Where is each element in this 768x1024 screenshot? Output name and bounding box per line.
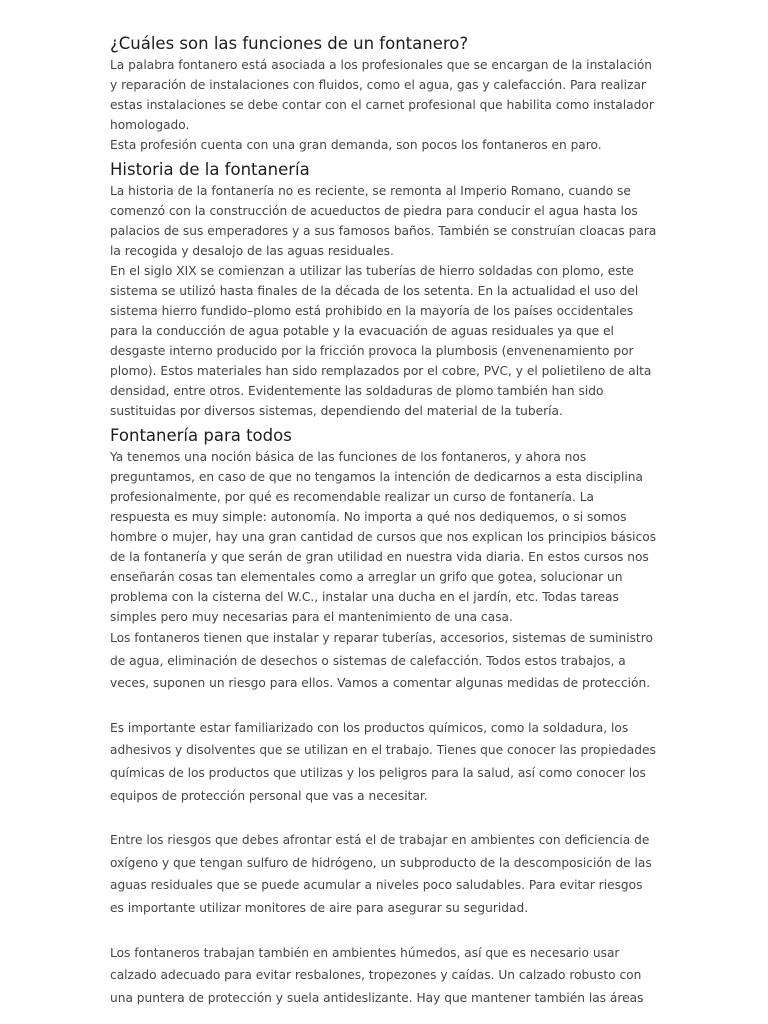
section-heading: ¿Cuáles son las funciones de un fontanero? bbox=[110, 34, 469, 53]
paragraph: Esta profesión cuenta con una gran demanda, son pocos los fontaneros en paro. bbox=[110, 138, 602, 152]
paragraph: Ya tenemos una noción básica de las funciones de los fontaneros, y ahora nos preguntamos, en caso de que no tengamos la intención de dedicarnos a esta disciplina profesionalmente, por qué es recomendable realizar un curso de fontanería. La respuesta es muy simple: autonomía. No importa a qué nos dediquemos, o si somos hombre o mujer, hay una gran cantidad de cursos que nos explican los principios básicos de la fontanería y que serán de gran utilidad en nuestra vida diaria. En estos cursos nos enseñarán cosas tan elementales como a arreglar un grifo que gotea, solucionar un problema con la cisterna del W.C., instalar una ducha en el jardín, etc. Todas tareas simples pero muy necesarias para el mantenimiento de una casa. bbox=[110, 450, 657, 624]
section-fontaneria-para-todos bbox=[110, 425, 658, 1009]
section-heading: Historia de la fontanería bbox=[110, 160, 310, 179]
paragraph: Es importante estar familiarizado con los productos químicos, como la soldadura, los adhesivos y disolventes que se utilizan en el trabajo. Tienes que conocer las propiedades químicas de los productos que utilizas y los peligros para la salud, así como conocer los equipos de protección personal que vas a necesitar. bbox=[110, 720, 656, 803]
article-body bbox=[110, 33, 658, 1009]
paragraph: Los fontaneros tienen que instalar y reparar tuberías, accesorios, sistemas de suministro de agua, eliminación de desechos o sistemas de calefacción. Todos estos trabajos, a veces, suponen un riesgo para ellos. Vamos a comentar algunas medidas de protección. bbox=[110, 631, 653, 691]
paragraph: En el siglo XIX se comienzan a utilizar las tuberías de hierro soldadas con plomo, este sistema se utilizó hasta finales de la década de los setenta. En la actualidad el uso del sistema hierro fundido–plomo está prohibido en la mayoría de los países occidentales para la conducción de agua potable y la evacuación de aguas residuales ya que el desgaste interno producido por la fricción provoca la plumbosis (envenenamiento por plomo). Estos materiales han sido remplazados por el cobre, PVC, y el polietileno de alta densidad, entre otros. Evidentemente las soldaduras de plomo también han sido sustituidas por diversos sistemas, dependiendo del material de la tubería. bbox=[110, 264, 652, 418]
section-historia bbox=[110, 159, 658, 421]
paragraph: Entre los riesgos que debes afrontar está el de trabajar en ambientes con deficiencia de oxígeno y que tengan sulfuro de hidrógeno, un subproducto de la descomposición de las aguas residuales que se puede acumular a niveles poco saludables. Para evitar riesgos es importante utilizar monitores de aire para asegurar su seguridad. bbox=[110, 833, 652, 915]
section-funciones bbox=[110, 33, 658, 155]
paragraph: Los fontaneros trabajan también en ambientes húmedos, así que es necesario usar calzado adecuado para evitar resbalones, tropezones y caídas. Un calzado robusto con una puntera de protección y suela antideslizante. Hay que mantener también las áreas bbox=[110, 945, 644, 1005]
section-heading: Fontanería para todos bbox=[110, 426, 292, 445]
paragraph: La historia de la fontanería no es reciente, se remonta al Imperio Romano, cuando se comenzó con la construcción de acueductos de piedra para conducir el agua hasta los palacios de sus emperadores y a sus famosos baños. También se construían cloacas para la recogida y desalojo de las aguas residuales. bbox=[110, 184, 657, 258]
paragraph: La palabra fontanero está asociada a los profesionales que se encargan de la instalación y reparación de instalaciones con fluidos, como el agua, gas y calefacción. Para realizar estas instalaciones se debe contar con el carnet profesional que habilita como instalador homologado. bbox=[110, 58, 654, 132]
